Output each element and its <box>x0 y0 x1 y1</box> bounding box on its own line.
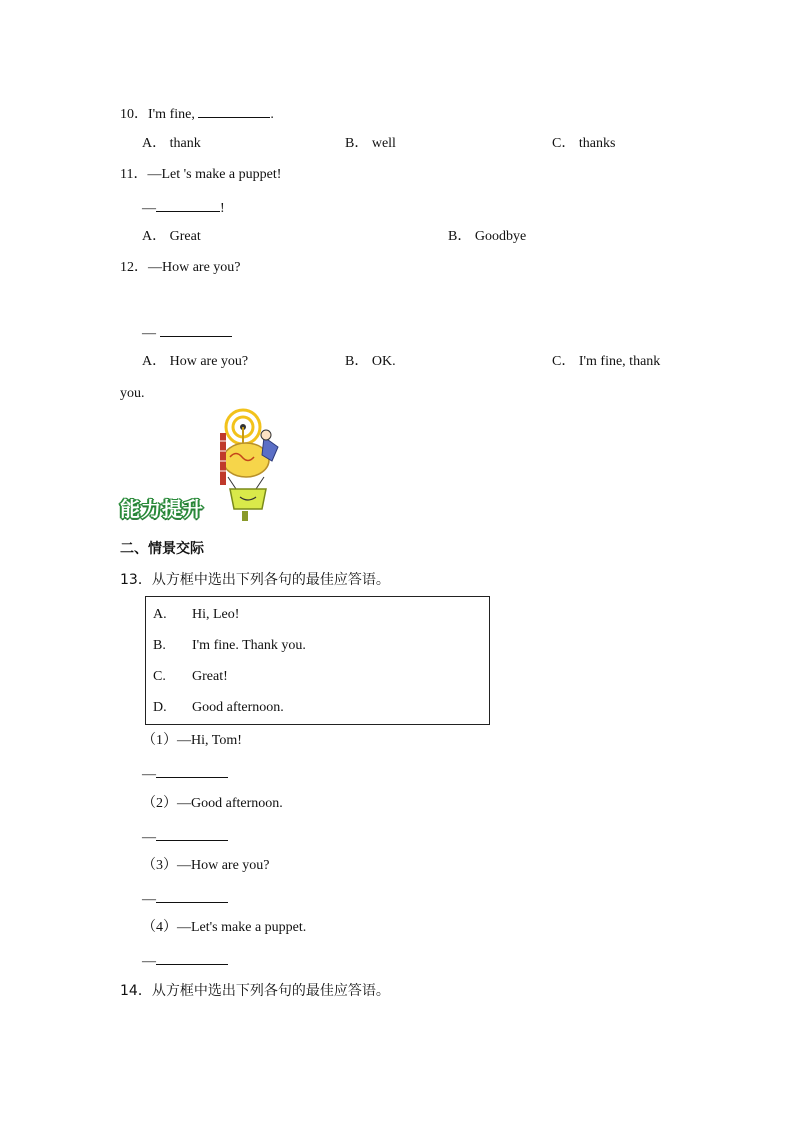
q13-item-2-answer: — <box>142 826 228 847</box>
q10-option-a[interactable]: A． thank <box>142 136 201 151</box>
q11-option-a[interactable]: A． Great <box>142 229 201 244</box>
answer-blank[interactable] <box>156 826 228 841</box>
q12-option-a[interactable]: A． How are you? <box>142 354 249 369</box>
q11-option-b[interactable]: B． Goodbye <box>448 229 527 244</box>
answer-blank[interactable] <box>156 197 220 212</box>
question-10-stem: 10．I'm fine, . <box>120 103 274 124</box>
section-heading: 二、情景交际 <box>120 541 204 557</box>
q10-option-c[interactable]: C． thanks <box>552 136 616 151</box>
q10-option-b[interactable]: B． well <box>345 136 396 151</box>
question-12-stem: 12．—How are you? <box>120 260 241 275</box>
answer-blank[interactable] <box>160 322 232 337</box>
q12-option-b[interactable]: B． OK. <box>345 354 396 369</box>
q13-item-1-prompt: （1）—Hi, Tom! <box>142 733 242 748</box>
question-14-stem: 14．从方框中选出下列各句的最佳应答语。 <box>120 983 390 999</box>
answer-blank[interactable] <box>156 950 228 965</box>
box-option-c: C. Great! <box>153 669 228 684</box>
banner-title: 能力提升 <box>120 497 204 521</box>
question-11-stem: 11．—Let 's make a puppet! <box>120 167 282 182</box>
ability-banner <box>118 405 298 525</box>
answer-blank[interactable] <box>156 888 228 903</box>
q13-item-4-prompt: （4）—Let's make a puppet. <box>142 920 307 935</box>
options-box <box>145 596 490 725</box>
q12-option-c-continuation: you. <box>120 386 145 401</box>
q13-item-4-answer: — <box>142 950 228 971</box>
box-option-d: D. Good afternoon. <box>153 700 284 715</box>
question-13-stem: 13．从方框中选出下列各句的最佳应答语。 <box>120 572 390 588</box>
q13-item-1-answer: — <box>142 763 228 784</box>
box-option-b: B. I'm fine. Thank you. <box>153 638 306 653</box>
answer-blank[interactable] <box>156 763 228 778</box>
box-option-a: A. Hi, Leo! <box>153 607 240 622</box>
q13-item-2-prompt: （2）—Good afternoon. <box>142 796 283 811</box>
q12-answer-line: — <box>142 322 232 343</box>
q12-option-c[interactable]: C． I'm fine, thank <box>552 354 661 369</box>
q11-answer-line: — ! <box>142 197 225 218</box>
q13-item-3-prompt: （3）—How are you? <box>142 858 270 873</box>
answer-blank[interactable] <box>198 103 270 118</box>
q13-item-3-answer: — <box>142 888 228 909</box>
